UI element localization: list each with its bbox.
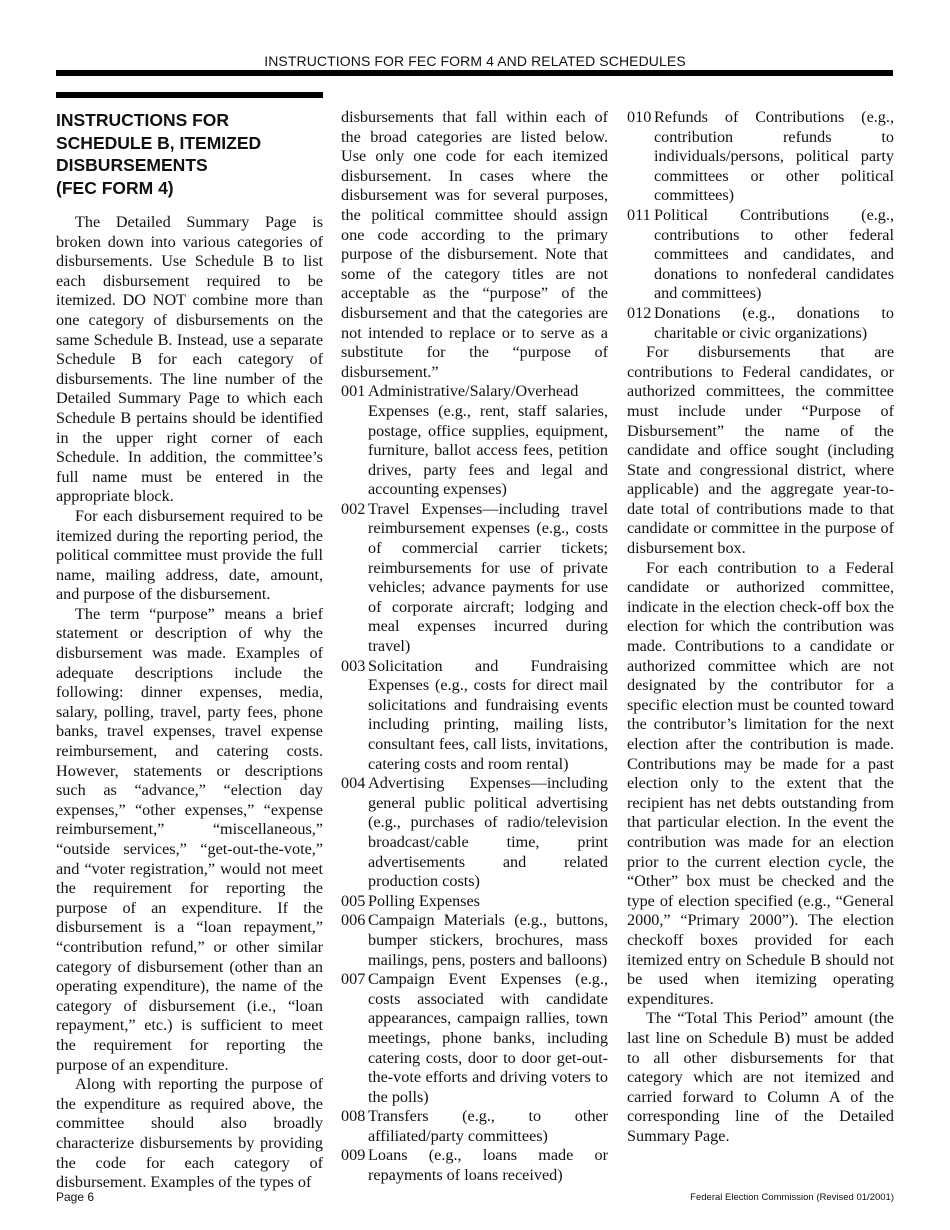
- code-number: 012: [627, 303, 652, 322]
- code-description: Campaign Materials (e.g., buttons, bumper stickers, brochures, mass mailings, pens, posters and balloons): [368, 911, 608, 969]
- paragraph-election-checkoff: For each contribution to a Federal candidate or authorized committee, indicate in the election check-off box the election for which the contribution was made. Contributions to a candidate or authorized committee which are not designated by the contributor for a specific election must be counted toward the contributor’s limitation for the next election after the contribution is made. Contributions may be made for a past election only to the extent that the recipient has net debts outstanding from that particular election. In the event the contribution was made for an election prior to the current election cycle, the “Other” box must be checked and the type of election specified (e.g., “General 2000,” “Primary 2000”). The election checkoff boxes provided for each itemized entry on Schedule B should not be used when itemizing operating expenditures.: [627, 558, 894, 1008]
- code-number: 008: [341, 1107, 366, 1126]
- column-middle: [341, 108, 608, 1186]
- paragraph-categories: The Detailed Summary Page is broken down into various categories of disbursements. Use Schedule B to list each disbursement required to be itemized. DO NOT combine more than one category of disbursements on the same Schedule B. Instead, use a separate Schedule B for each category of disbursements. The line number of the Detailed Summary Page to which each Schedule B pertains should be identified in the upper right corner of each Schedule. In addition, the committee’s full name must be entered in the appropriate block.: [56, 213, 323, 506]
- code-number: 010: [627, 108, 652, 126]
- code-description: Advertising Expenses—including general public political advertising (e.g., purchases of radio/television broadcast/cable time, print advertisements and related production costs): [368, 774, 608, 891]
- code-description: Travel Expenses—including travel reimbursement expenses (e.g., costs of commercial carrier tickets; reimbursements for use of private vehicles; advance payments for use of corporate aircraft; lodging and meal expenses incurred during travel): [368, 499, 608, 656]
- paragraph-purpose: The term “purpose” means a brief statement or description of why the disbursement was made. Examples of adequate descriptions include the following: dinner expenses, media, salary, polling, travel, party fees, phone banks, travel expenses, travel expense reimbursement, and catering costs. However, statements or descriptions such as “advance,” “election day expenses,” “other expenses,” “expense reimbursement,” “miscellaneous,” “outside services,” “get-out-the-vote,” and “voter registration,” would not meet the requirement for reporting the purpose of an expenditure. If the disbursement is a “loan repayment,” “contribution refund,” or other similar category of disbursement (other than an operating expenditure), the name of the category of disbursement (i.e., “loan repayment,” etc.) is sufficient to meet the requirement for reporting the purpose of an expenditure.: [56, 604, 323, 1074]
- running-header: INSTRUCTIONS FOR FEC FORM 4 AND RELATED SCHEDULES: [264, 53, 686, 69]
- code-item: [341, 657, 608, 775]
- code-item: [341, 1107, 608, 1146]
- code-item: [341, 382, 608, 500]
- code-description: Campaign Event Expenses (e.g., costs associated with candidate appearances, campaign rallies, town meetings, phone banks, including catering costs, door to door get-out-the-vote efforts and driving voters to the polls): [368, 970, 608, 1106]
- paragraph-total-period: The “Total This Period” amount (the last line on Schedule B) must be added to all other disbursements for that category which are not itemized and carried forward to Column A of the corresponding line of the Detailed Summary Page.: [627, 1009, 894, 1145]
- code-number: 007: [341, 970, 366, 989]
- code-item: [627, 304, 894, 343]
- code-description: Polling Expenses: [368, 891, 480, 910]
- header-rule: [56, 70, 893, 76]
- section-rule: [56, 92, 323, 98]
- code-number: 006: [341, 911, 366, 930]
- code-item: [341, 970, 608, 1107]
- code-number: 005: [341, 891, 366, 910]
- code-number: 002: [341, 499, 366, 518]
- code-item: [341, 911, 608, 970]
- code-description: Loans (e.g., loans made or repayments of loans received): [368, 1146, 608, 1185]
- code-description: Donations (e.g., donations to charitable or civic organizations): [654, 303, 894, 342]
- footer-agency: Federal Election Commission (Revised 01/2001): [690, 1192, 894, 1203]
- code-item: [627, 108, 894, 206]
- paragraph-federal-contributions: For disbursements that are contributions to Federal candidates, or authorized committees, the committee must include under “Purpose of Disbursement” the name of the candidate and office sought (including State and congressional district, where applicable) and the aggregate year-to-date total of contributions made to that candidate or committee in the purpose of disbursement box.: [627, 343, 894, 558]
- code-item: [341, 892, 608, 912]
- column-left: [56, 92, 323, 1193]
- code-description: Administrative/Salary/Overhead Expenses (e.g., rent, staff salaries, postage, office supplies, equipment, furniture, ballot access fees, petition drives, party fees and legal and accounting expenses): [368, 382, 608, 499]
- code-number: 003: [341, 656, 366, 675]
- paragraph-codes-intro: Along with reporting the purpose of the expenditure as required above, the committee should also broadly characterize disbursements by providing the code for each category of disbursement. Examples of the types of: [56, 1075, 323, 1192]
- section-title: [56, 109, 323, 199]
- page-number: Page 6: [56, 1190, 95, 1204]
- code-item: [341, 500, 608, 657]
- column-right: [627, 108, 894, 1146]
- code-description: Solicitation and Fundraising Expenses (e.g., costs for direct mail solicitations and fundraising events including printing, mailing lists, consultant fees, call lists, invitations, catering costs and room rental): [368, 656, 608, 773]
- section-title-line: INSTRUCTIONS FOR: [56, 110, 230, 130]
- code-description: Political Contributions (e.g., contributions to other federal committees and candidates, and donations to nonfederal candidates and committees): [654, 205, 894, 303]
- section-title-line: DISBURSEMENTS: [56, 155, 208, 175]
- code-number: 001: [341, 382, 366, 401]
- code-item: [627, 206, 894, 304]
- code-number: 011: [627, 205, 651, 224]
- section-title-line: (FEC FORM 4): [56, 177, 174, 198]
- code-number: 009: [341, 1146, 366, 1165]
- code-item: [341, 1146, 608, 1185]
- section-title-line: SCHEDULE B, ITEMIZED: [56, 132, 262, 153]
- code-description: Transfers (e.g., to other affiliated/party committees): [368, 1107, 608, 1145]
- code-item: [341, 774, 608, 892]
- paragraph-itemize: For each disbursement required to be itemized during the reporting period, the political committee must provide the full name, mailing address, date, amount, and purpose of the disbursement.: [56, 506, 323, 604]
- code-description: Refunds of Contributions (e.g., contribution refunds to individuals/persons, political party committees or other political committees): [654, 108, 894, 205]
- paragraph-codes-intro-cont: disbursements that fall within each of the broad categories are listed below. Use only one code for each itemized disbursement. In cases where the disbursement was for several purposes, the political committee should assign one code according to the primary purpose of the disbursement. Note that some of the category titles are not acceptable as the “purpose” of the disbursement and that the categories are not intended to replace or to serve as a substitute for the “purpose of disbursement.”: [341, 108, 608, 381]
- code-number: 004: [341, 774, 366, 793]
